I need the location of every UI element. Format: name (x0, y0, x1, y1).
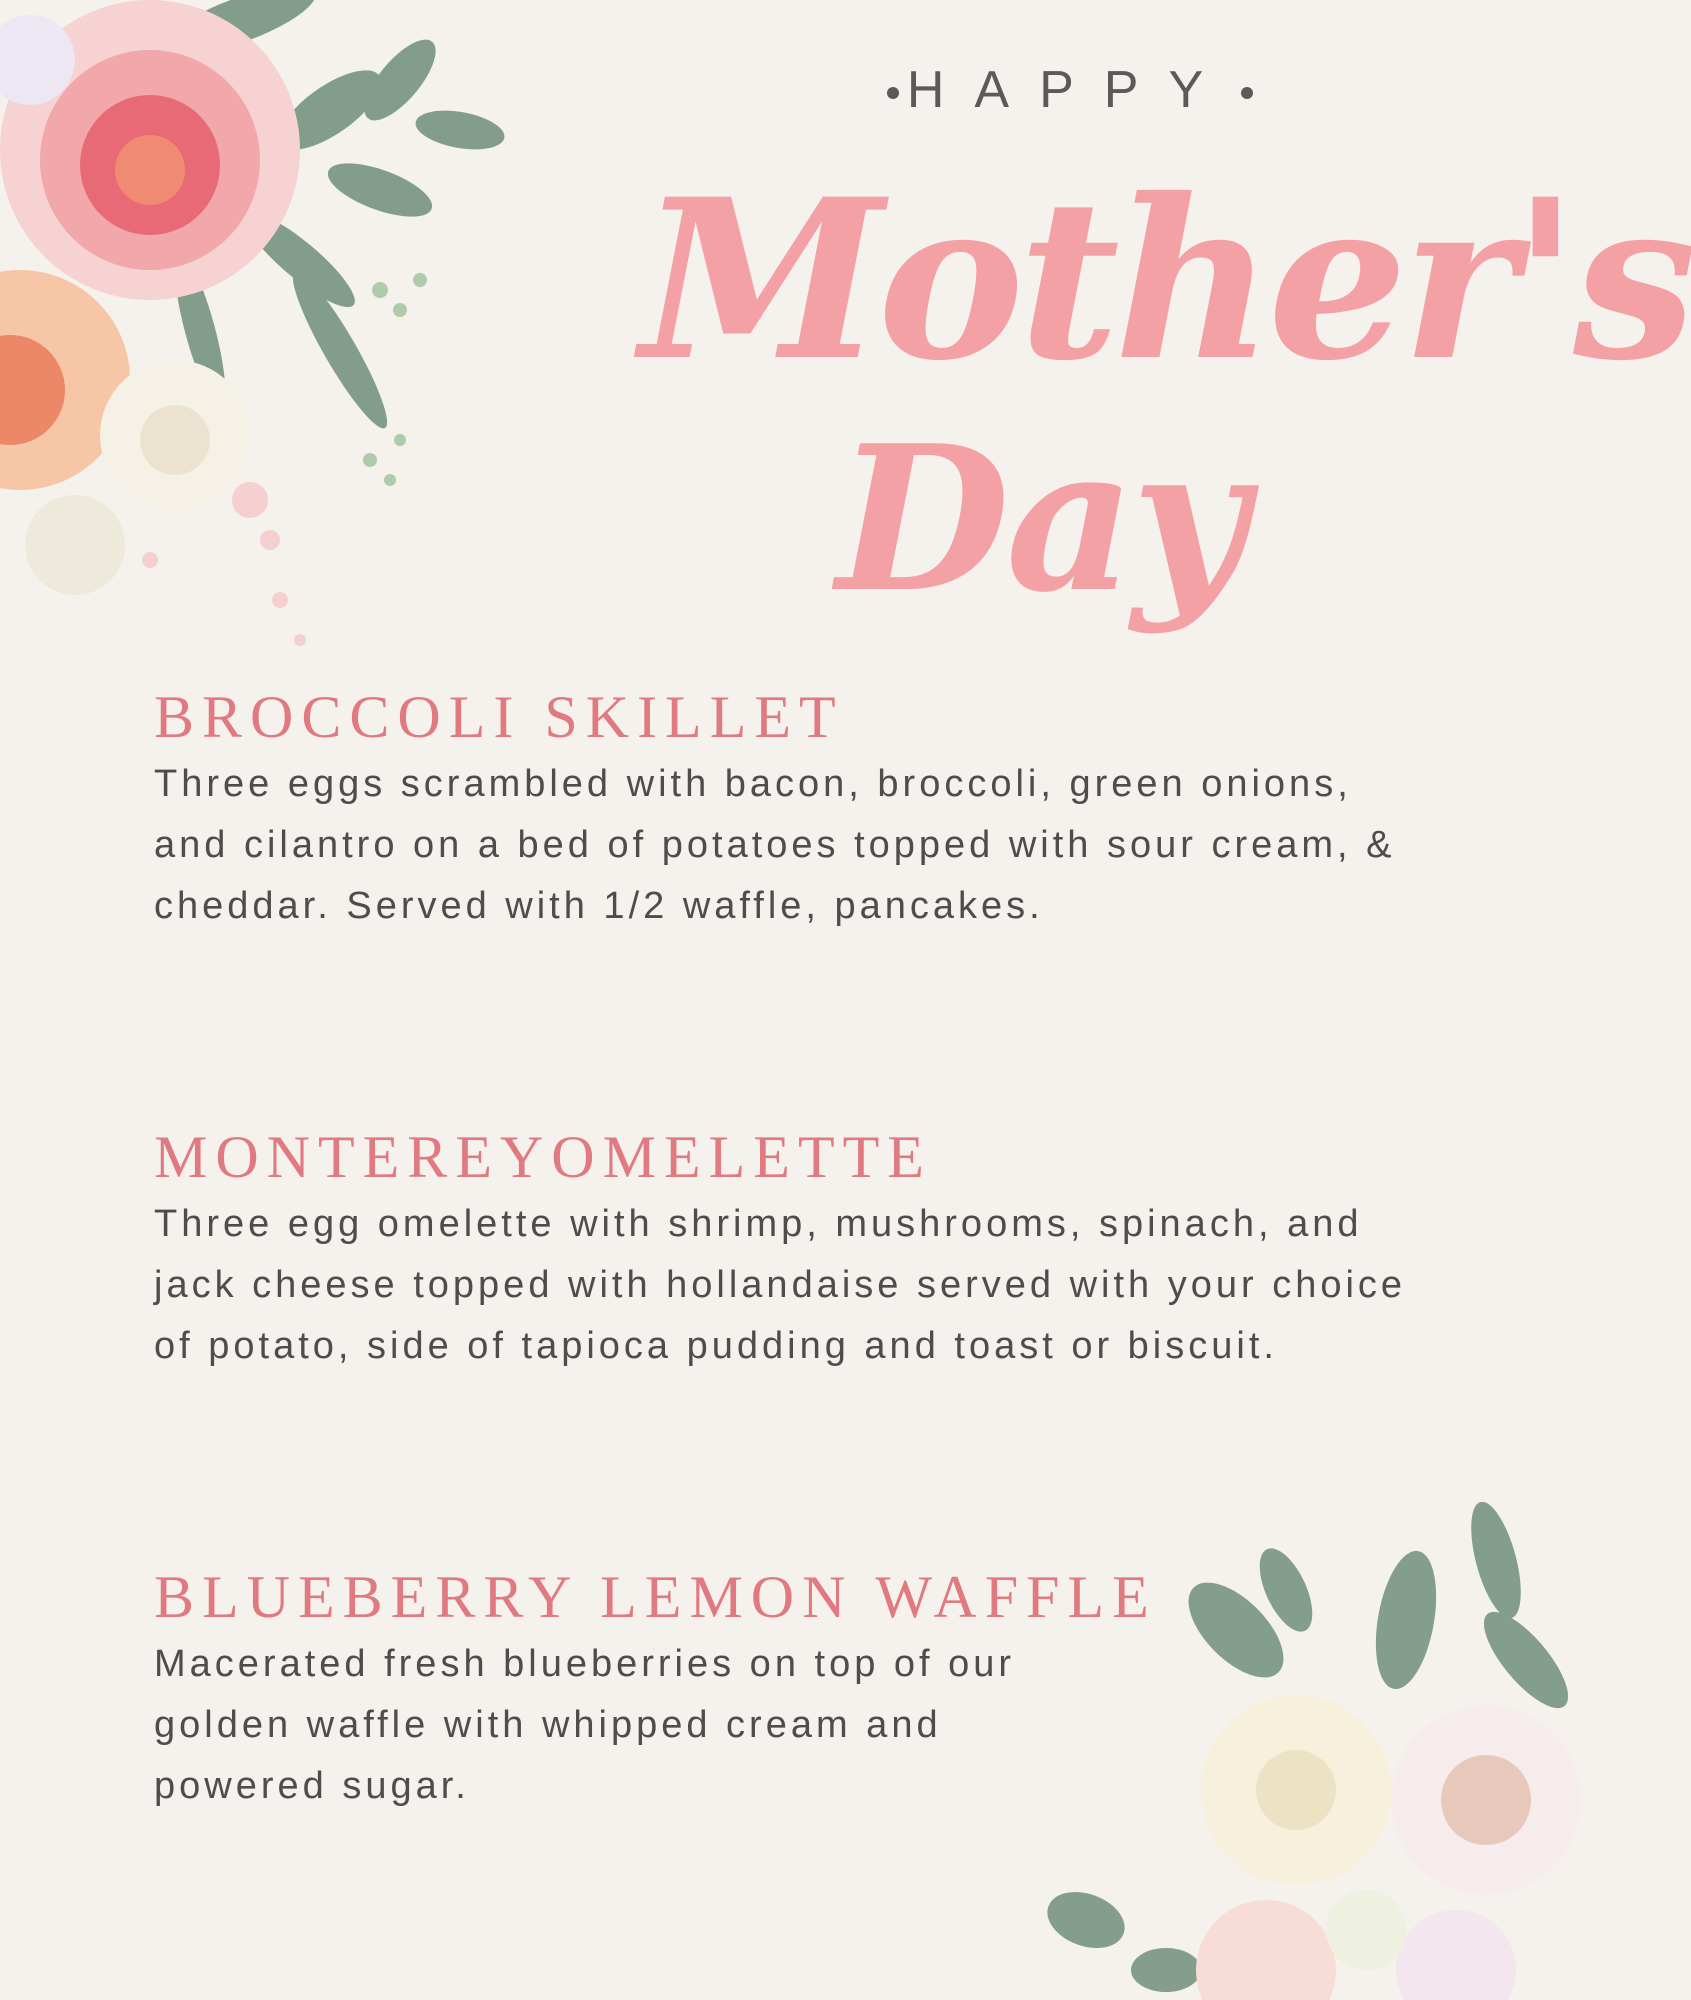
day-script-title: Day (836, 402, 1244, 637)
dot-icon (1241, 87, 1253, 99)
menu-item-description: Three egg omelette with shrimp, mushrooms, spinach, and jack cheese topped with hollandaise served with your choice of potato, side of tapioca pudding and toast or biscuit. (154, 1203, 1407, 1367)
happy-text: HAPPY (906, 61, 1234, 119)
menu-item-description: Macerated fresh blueberries on top of our golden waffle with whipped cream and powered sugar. (154, 1643, 1016, 1807)
dot-icon (887, 87, 899, 99)
menu-item-description: Three eggs scrambled with bacon, broccoli, green onions, and cilantro on a bed of potatoes topped with sour cream, & cheddar. Served with 1/2 waffle, pancakes. (154, 763, 1396, 927)
menu-item (154, 1120, 1414, 1377)
floral-bottom-right-icon (986, 1500, 1546, 2000)
menu-item (154, 680, 1414, 937)
menu-item-title: MONTEREYOMELETTE (154, 1124, 932, 1190)
floral-top-left-icon (0, 0, 560, 660)
mothers-script-title: Mother's (640, 150, 1691, 409)
menu-item-title: BLUEBERRY LEMON WAFFLE (154, 1564, 1157, 1630)
mothers-day-heading (640, 40, 1691, 640)
happy-label (640, 60, 1500, 120)
menu-item-title: BROCCOLI SKILLET (154, 684, 844, 750)
